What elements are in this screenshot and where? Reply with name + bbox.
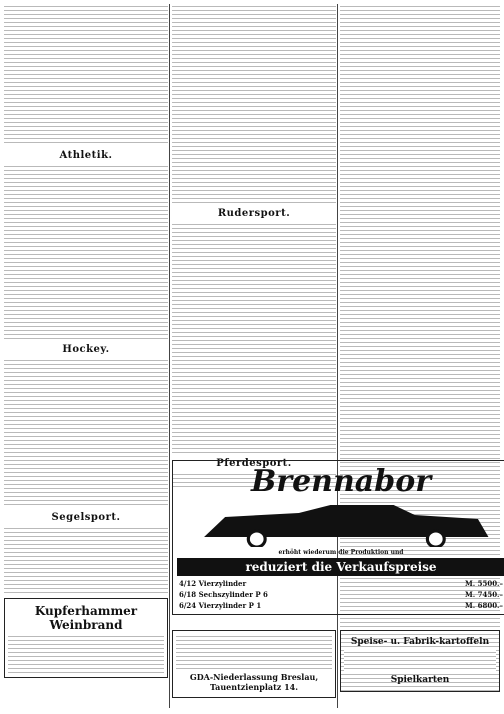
body-text	[4, 526, 168, 594]
ad-slogan: reduziert die Verkaufspreise	[177, 558, 504, 576]
advertisement-weinbrand	[4, 598, 168, 678]
ad-box	[172, 630, 336, 698]
advertisement-brennabor	[172, 460, 504, 615]
ad-text	[344, 650, 496, 672]
ad-tagline: erhöht wiederum die Produktion und	[278, 549, 404, 556]
section-heading-hockey: Hockey.	[62, 344, 110, 355]
price-value: M. 7450.–	[464, 590, 503, 599]
price-row	[177, 589, 504, 600]
body-text	[172, 222, 336, 454]
price-model: 4/12 Vierzylinder	[179, 579, 247, 588]
section-heading-segelsport: Segelsport.	[51, 512, 121, 523]
ad-title: Spielkarten	[390, 675, 450, 685]
ad-text	[8, 634, 164, 674]
ad-title: Kupferhammer Weinbrand	[34, 604, 138, 632]
body-text	[4, 358, 168, 508]
column-2	[172, 4, 336, 488]
body-text	[4, 4, 168, 146]
body-text	[172, 4, 336, 204]
section-heading-rudersport: Rudersport.	[217, 208, 291, 219]
advertisement-gda	[172, 626, 336, 702]
price-model: 6/18 Sechszylinder P 6	[179, 590, 268, 599]
column-1	[4, 4, 168, 682]
price-model: 6/24 Vierzylinder P 1	[179, 601, 262, 610]
car-illustration	[183, 501, 499, 547]
body-text	[4, 164, 168, 340]
ad-text	[176, 634, 332, 670]
brennabor-logo: Brennabor	[250, 464, 432, 499]
section-heading-pferdesport: Pferdesport.	[216, 458, 292, 469]
ad-box	[340, 630, 500, 692]
advertisement-kartoffeln	[340, 626, 500, 696]
ad-title: GDA-Niederlassung Breslau, Tauentzienplatz 14.	[189, 672, 319, 692]
column-rule	[169, 4, 170, 708]
ad-title: Speise- u. Fabrik-kartoffeln	[350, 637, 490, 647]
price-row	[177, 600, 504, 611]
price-value: M. 5500.–	[464, 579, 503, 588]
price-row	[177, 578, 504, 589]
section-heading-athletik: Athletik.	[59, 150, 113, 161]
price-list	[177, 578, 504, 611]
price-value: M. 6800.–	[464, 601, 503, 610]
